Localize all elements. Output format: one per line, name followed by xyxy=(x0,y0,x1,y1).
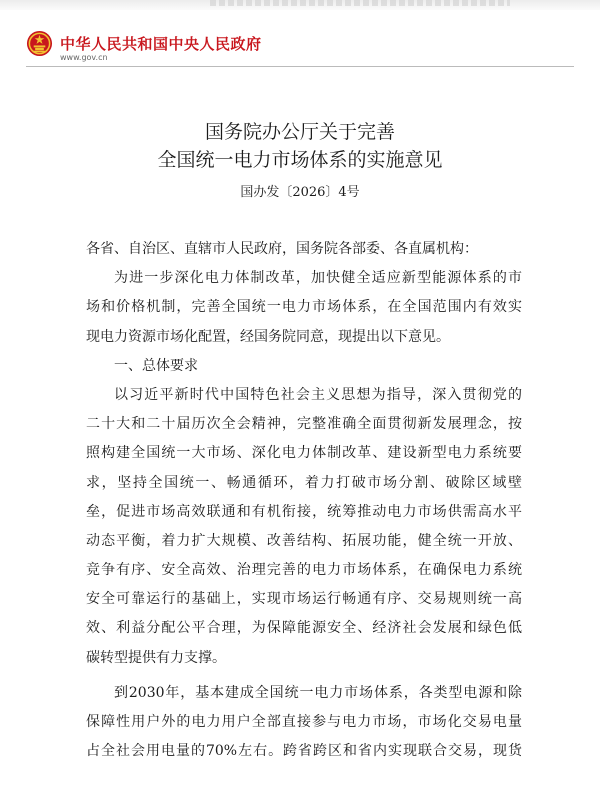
paragraph-line: 碳转型提供有力支撑。 xyxy=(86,649,226,666)
paragraph-line: 到2030年，基本建成全国统一电力市场体系，各类型电源和除 xyxy=(114,684,522,701)
site-name[interactable]: 中华人民共和国中央人民政府 xyxy=(60,35,262,53)
document-number: 国办发〔2026〕4号 xyxy=(240,185,360,200)
document-title-block xyxy=(0,118,600,202)
paragraph-line: 动态平衡，着力扩大规模、改善结构、拓展功能，健全统一开放、 xyxy=(86,532,522,549)
paragraph-line: 安全可靠运行的基础上，实现市场运行畅通有序、交易规则统一高 xyxy=(86,591,522,608)
paragraph-line: 现电力资源市场化配置，经国务院同意，现提出以下意见。 xyxy=(86,328,450,345)
document-title-line-2: 全国统一电力市场体系的实施意见 xyxy=(157,149,443,171)
paragraph-line: 二十大和二十届历次全会精神，完整准确全面贯彻新发展理念，按 xyxy=(86,416,522,433)
paragraph-line: 以习近平新时代中国特色社会主义思想为指导，深入贯彻党的 xyxy=(114,386,522,403)
general-requirements-paragraph xyxy=(86,381,522,673)
paragraph-line: 保障性用户外的电力用户全部直接参与电力市场，市场化交易电量 xyxy=(86,714,522,730)
national-emblem-icon xyxy=(26,30,53,57)
document-body xyxy=(86,235,522,766)
document-title-line-1: 国务院办公厅关于完善 xyxy=(204,121,395,143)
section-heading: 一、总体要求 xyxy=(114,357,198,374)
addressee: 各省、自治区、直辖市人民政府，国务院各部委、各直属机构： xyxy=(86,241,478,257)
paragraph-line: 场和价格机制，完善全国统一电力市场体系，在全国范围内有效实 xyxy=(86,299,522,316)
intro-paragraph xyxy=(86,264,522,352)
paragraph-line: 为进一步深化电力体制改革，加快健全适应新型能源体系的市 xyxy=(114,270,522,287)
site-url[interactable]: www.gov.cn xyxy=(60,53,108,62)
header-divider xyxy=(26,66,574,67)
truncated-top-strip xyxy=(0,0,600,10)
targets-paragraph xyxy=(86,679,522,767)
paragraph-line: 求，坚持全国统一、畅通循环，着力打破市场分割、破除区域壁 xyxy=(86,474,522,491)
paragraph-line: 照构建全国统一大市场、深化电力体制改革、建设新型电力系统要 xyxy=(86,445,522,462)
paragraph-line: 占全社会用电量的70%左右。跨省跨区和省内实现联合交易，现货 xyxy=(86,743,522,760)
paragraph-line: 竞争有序、安全高效、治理完善的电力市场体系，在确保电力系统 xyxy=(86,562,522,579)
paragraph-line: 垒，促进市场高效联通和有机衔接，统筹推动电力市场供需高水平 xyxy=(86,503,522,520)
paragraph-line: 效、利益分配公平合理，为保障能源安全、经济社会发展和绿色低 xyxy=(86,620,522,637)
faint-header-text xyxy=(210,0,510,6)
site-header xyxy=(26,28,586,68)
